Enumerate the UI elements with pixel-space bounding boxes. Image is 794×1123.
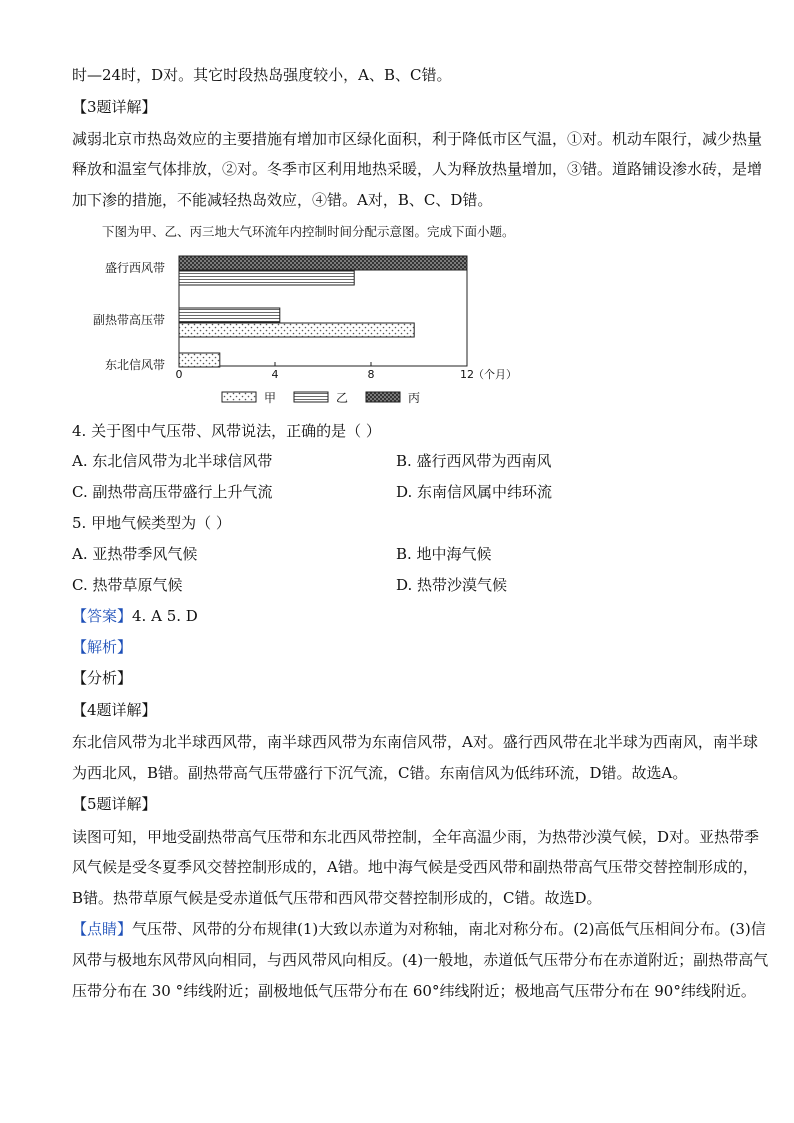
bar-甲 bbox=[179, 323, 414, 337]
category-label: 副热带高压带 bbox=[92, 313, 165, 327]
q4-option-d[interactable]: D. 东南信风属中纬环流 bbox=[396, 483, 553, 501]
fenxi-heading: 【分析】 bbox=[72, 669, 133, 687]
q4-option-a[interactable]: A. 东北信风带为北半球信风带 bbox=[72, 452, 273, 470]
bar-丙 bbox=[179, 256, 467, 270]
legend-swatch bbox=[294, 392, 328, 402]
text-line: 为西北风，B错。副热带高气压带盛行下沉气流，C错。东南信风为低纬环流，D错。故选A。 bbox=[72, 764, 688, 782]
text-line: 加下渗的措施，不能减轻热岛效应，④错。A对，B、C、D错。 bbox=[72, 191, 493, 209]
legend-swatch bbox=[222, 392, 256, 402]
category-label: 东北信风带 bbox=[104, 358, 165, 372]
text-line: 时—24时，D对。其它时段热岛强度较小，A、B、C错。 bbox=[72, 66, 452, 84]
section-heading: 【3题详解】 bbox=[72, 98, 157, 116]
analysis-heading: 【解析】 bbox=[72, 638, 133, 656]
detail-5-heading: 【5题详解】 bbox=[72, 795, 157, 813]
x-tick-label: 4 bbox=[271, 368, 279, 381]
dianjing-text: 气压带、风带的分布规律(1)大致以赤道为对称轴，南北对称分布。(2)高低气压相间分布。(3)信 bbox=[132, 920, 766, 938]
x-tick-label: 12 bbox=[460, 368, 474, 381]
detail-4-heading: 【4题详解】 bbox=[72, 701, 157, 719]
text-line: B错。热带草原气候是受赤道低气压带和西风带交替控制形成的，C错。故选D。 bbox=[72, 889, 602, 907]
x-tick-label: 8 bbox=[367, 368, 375, 381]
text-line: 减弱北京市热岛效应的主要措施有增加市区绿化面积，利于降低市区气温，①对。机动车限行，减少热量 bbox=[72, 130, 763, 148]
legend-label: 甲 bbox=[264, 391, 277, 405]
dianjing-label: 【点睛】 bbox=[72, 920, 133, 938]
text-line bbox=[72, 918, 766, 940]
q5-option-a[interactable]: A. 亚热带季风气候 bbox=[72, 545, 198, 563]
text-line: 风气候是受冬夏季风交替控制形成的，A错。地中海气候是受西风带和副热带高气压带交替控制形成的， bbox=[72, 858, 758, 876]
answer-label: 【答案】 bbox=[72, 607, 133, 625]
q5-option-c[interactable]: C. 热带草原气候 bbox=[72, 576, 183, 594]
question-4-stem: 4. 关于图中气压带、风带说法，正确的是（ ） bbox=[72, 422, 381, 440]
q4-option-c[interactable]: C. 副热带高压带盛行上升气流 bbox=[72, 483, 273, 501]
question-5-stem: 5. 甲地气候类型为（ ） bbox=[72, 514, 231, 532]
figure-caption: 下图为甲、乙、丙三地大气环流年内控制时间分配示意图。完成下面小题。 bbox=[102, 224, 515, 239]
bar-甲 bbox=[179, 353, 220, 367]
legend-label: 乙 bbox=[336, 391, 349, 405]
text-line: 释放和温室气体排放，②对。冬季市区利用地热采暖，人为释放热量增加，③错。道路铺设渗水砖，是增 bbox=[72, 160, 763, 178]
legend-swatch bbox=[366, 392, 400, 402]
legend-label: 丙 bbox=[408, 391, 421, 405]
bar-乙 bbox=[179, 308, 280, 322]
bar-chart bbox=[82, 248, 542, 410]
answer-line bbox=[72, 605, 198, 627]
x-tick-label: 0 bbox=[175, 368, 183, 381]
category-label: 盛行西风带 bbox=[104, 261, 165, 275]
bar-乙 bbox=[179, 271, 354, 285]
text-line: 东北信风带为北半球西风带，南半球西风带为东南信风带，A对。盛行西风带在北半球为西南风，南半球 bbox=[72, 733, 758, 751]
text-line: 压带分布在 30 °纬线附近；副极地低气压带分布在 60°纬线附近；极地高气压带分布在 90°纬线附近。 bbox=[72, 982, 756, 1000]
answer-text: 4. A 5. D bbox=[132, 607, 198, 625]
text-line: 风带与极地东风带风向相同，与西风带风向相反。(4)一般地，赤道低气压带分布在赤道附近；副热带高气 bbox=[72, 951, 769, 969]
q5-option-b[interactable]: B. 地中海气候 bbox=[396, 545, 492, 563]
text-line: 读图可知，甲地受副热带高气压带和东北西风带控制，全年高温少雨，为热带沙漠气候，D对。亚热带季 bbox=[72, 828, 760, 846]
x-unit-label: （个月） bbox=[473, 368, 517, 381]
q5-option-d[interactable]: D. 热带沙漠气候 bbox=[396, 576, 508, 594]
q4-option-b[interactable]: B. 盛行西风带为西南风 bbox=[396, 452, 552, 470]
